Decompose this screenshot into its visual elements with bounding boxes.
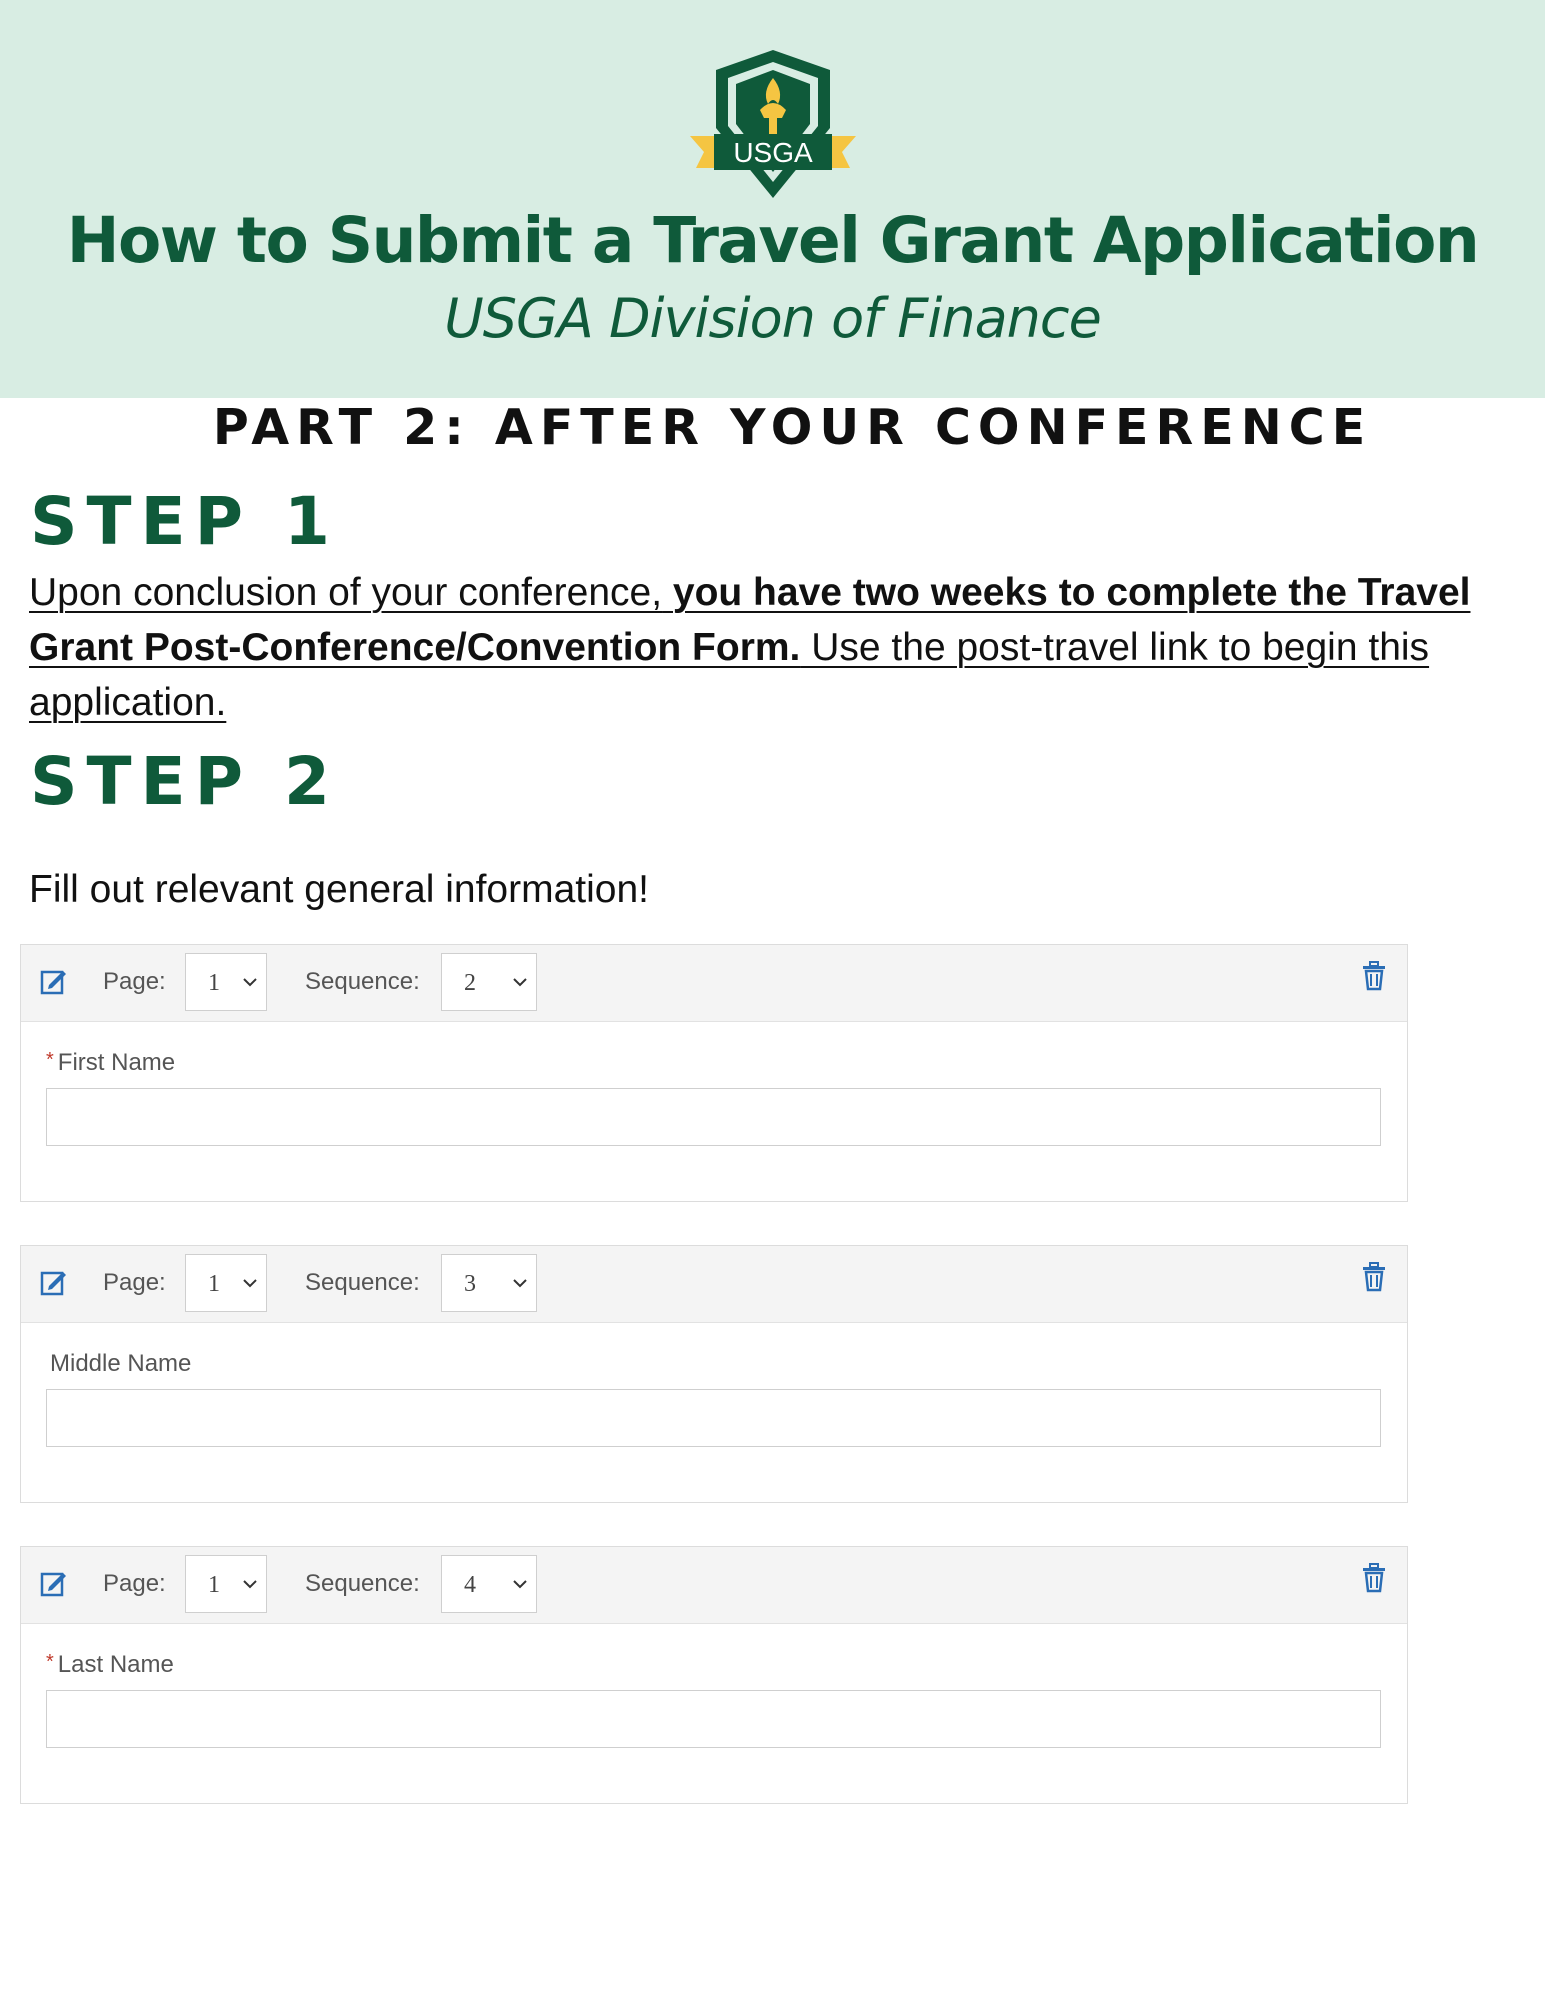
chevron-down-icon xyxy=(512,1275,528,1291)
sequence-label: Sequence: xyxy=(305,1570,420,1597)
chevron-down-icon xyxy=(242,1275,258,1291)
page-label: Page: xyxy=(103,968,166,995)
sequence-select-value: 3 xyxy=(464,1271,476,1297)
chevron-down-icon xyxy=(512,1576,528,1592)
step2-intro: Fill out relevant general information! xyxy=(29,868,649,911)
step1-text-b: Use the post-travel link to begin this application. xyxy=(29,626,1430,724)
trash-icon[interactable] xyxy=(1361,1563,1387,1593)
step2-heading: STEP 2 xyxy=(30,743,339,820)
page-select-value: 1 xyxy=(208,1271,220,1297)
field-label xyxy=(46,1346,191,1379)
page-label: Page: xyxy=(103,1269,166,1296)
edit-icon[interactable] xyxy=(39,1268,69,1298)
form-field-card-last-name xyxy=(20,1546,1408,1804)
sequence-select[interactable] xyxy=(441,1254,537,1312)
page-label: Page: xyxy=(103,1570,166,1597)
page-select-value: 1 xyxy=(208,1572,220,1598)
page-select[interactable] xyxy=(185,1555,267,1613)
page-subtitle: USGA Division of Finance xyxy=(444,287,1101,350)
card-toolbar xyxy=(21,1547,1407,1624)
field-label-text: Middle Name xyxy=(50,1350,192,1377)
page-select[interactable] xyxy=(185,953,267,1011)
chevron-down-icon xyxy=(242,974,258,990)
page-title: How to Submit a Travel Grant Application xyxy=(66,204,1479,277)
middle-name-input[interactable] xyxy=(46,1389,1381,1447)
edit-icon[interactable] xyxy=(39,1569,69,1599)
usga-logo xyxy=(690,48,856,200)
logo-text: USGA xyxy=(733,137,813,168)
required-marker: * xyxy=(46,1651,54,1673)
field-label-text: First Name xyxy=(57,1049,176,1076)
sequence-label: Sequence: xyxy=(305,968,420,995)
card-toolbar xyxy=(21,1246,1407,1323)
step1-text-a: Upon conclusion of your conference, xyxy=(29,571,663,614)
header-banner xyxy=(0,0,1545,398)
edit-icon[interactable] xyxy=(39,967,69,997)
required-marker: * xyxy=(46,1049,54,1071)
form-field-card-middle-name xyxy=(20,1245,1408,1503)
field-label-text: Last Name xyxy=(57,1651,174,1678)
card-toolbar xyxy=(21,945,1407,1022)
page-select[interactable] xyxy=(185,1254,267,1312)
first-name-input[interactable] xyxy=(46,1088,1381,1146)
part-heading: PART 2: AFTER YOUR CONFERENCE xyxy=(212,399,1373,456)
chevron-down-icon xyxy=(512,974,528,990)
trash-icon[interactable] xyxy=(1361,961,1387,991)
step1-text-bold: you have two weeks to complete the Travel Grant Post-Conference/Convention Form. xyxy=(29,571,1471,669)
trash-icon[interactable] xyxy=(1361,1262,1387,1292)
step1-heading: STEP 1 xyxy=(30,483,339,560)
sequence-select[interactable] xyxy=(441,1555,537,1613)
field-label xyxy=(46,1045,175,1078)
field-label xyxy=(46,1647,174,1680)
last-name-input[interactable] xyxy=(46,1690,1381,1748)
form-field-card-first-name xyxy=(20,944,1408,1202)
step1-instructions xyxy=(29,565,1499,730)
sequence-select[interactable] xyxy=(441,953,537,1011)
sequence-select-value: 4 xyxy=(464,1572,476,1598)
sequence-select-value: 2 xyxy=(464,970,476,996)
chevron-down-icon xyxy=(242,1576,258,1592)
sequence-label: Sequence: xyxy=(305,1269,420,1296)
page-select-value: 1 xyxy=(208,970,220,996)
